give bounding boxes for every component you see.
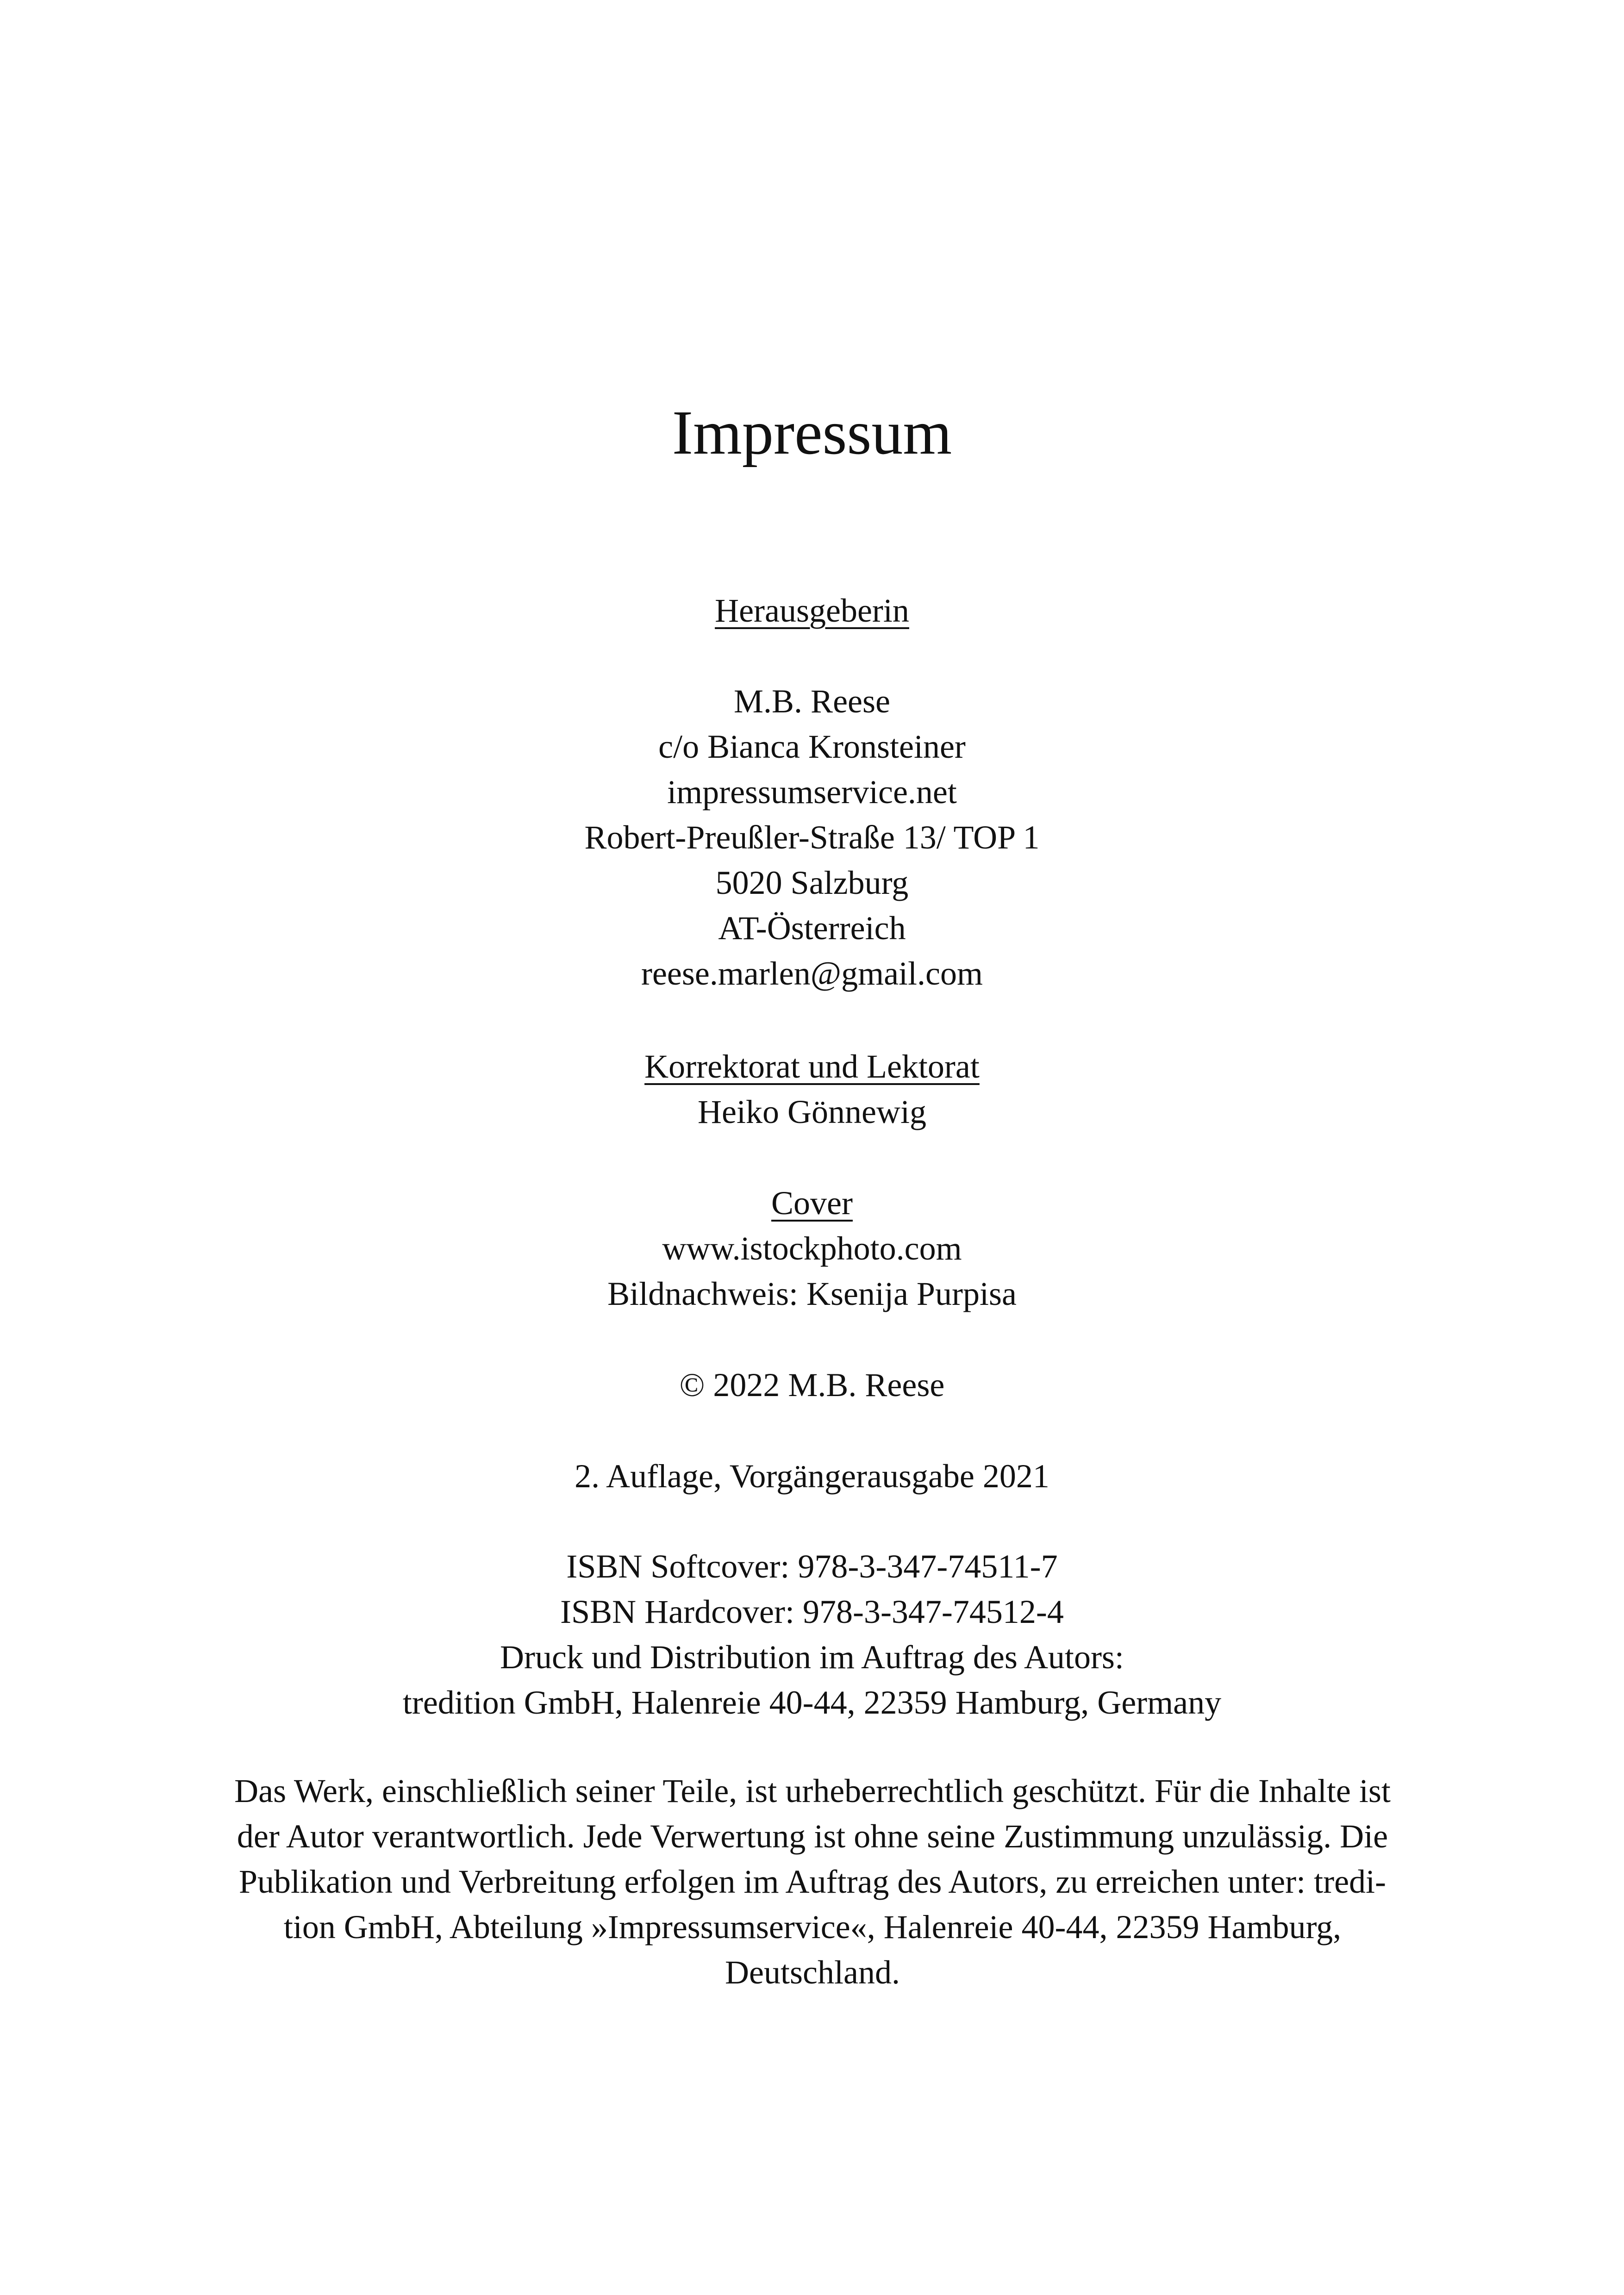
cover-credit: Bildnachweis: Ksenija Purpisa (607, 1275, 1017, 1312)
publisher-care-of: c/o Bianca Kronsteiner (658, 728, 966, 765)
edition-line: 2. Auflage, Vorgängerausgabe 2021 (575, 1458, 1049, 1495)
cover-source: www.istockphoto.com (662, 1230, 962, 1267)
isbn-section (0, 1544, 1624, 1725)
page-title: Impressum (672, 398, 952, 468)
notice-line: Deutschland. (725, 1954, 900, 1991)
notice-line: Das Werk, einschließlich seiner Teile, ist urheberrechtlich geschützt. Für die Inhalte ist (234, 1772, 1391, 1809)
editor-name: Heiko Gönnewig (698, 1093, 926, 1130)
cover-section (0, 1180, 1624, 1316)
publisher-heading: Herausgeberin (715, 592, 909, 629)
distributor-address: tredition GmbH, Halenreie 40-44, 22359 Hamburg, Germany (402, 1684, 1222, 1721)
publisher-country: AT-Österreich (718, 910, 906, 947)
copyright-line: © 2022 M.B. Reese (679, 1366, 945, 1403)
isbn-softcover: ISBN Softcover: 978-3-347-74511-7 (566, 1548, 1058, 1585)
notice-line: Publikation und Verbreitung erfolgen im Auftrag des Autors, zu erreichen unter: tredi- (238, 1863, 1387, 1900)
editing-section (0, 1044, 1624, 1135)
editing-heading: Korrektorat und Lektorat (644, 1048, 980, 1085)
publisher-name: M.B. Reese (734, 683, 890, 720)
copyright-section (0, 1362, 1624, 1408)
publisher-section (0, 588, 1624, 996)
publisher-email: reese.marlen@gmail.com (641, 955, 983, 992)
publisher-street: Robert-Preußler-Straße 13/ TOP 1 (584, 819, 1040, 856)
publisher-city: 5020 Salzburg (715, 864, 909, 901)
notice-line: der Autor verantwortlich. Jede Verwertung ist ohne seine Zustimmung unzulässig. Die (237, 1818, 1388, 1855)
cover-heading: Cover (771, 1185, 853, 1222)
notice-line: tion GmbH, Abteilung »Impressumservice«, Halenreie 40-44, 22359 Hamburg, (283, 1908, 1342, 1946)
publisher-service: impressumservice.net (667, 773, 957, 811)
edition-section (0, 1453, 1624, 1499)
copyright-notice (199, 1768, 1426, 1995)
distribution-line: Druck und Distribution im Auftrag des Autors: (500, 1639, 1124, 1676)
isbn-hardcover: ISBN Hardcover: 978-3-347-74512-4 (560, 1593, 1064, 1630)
